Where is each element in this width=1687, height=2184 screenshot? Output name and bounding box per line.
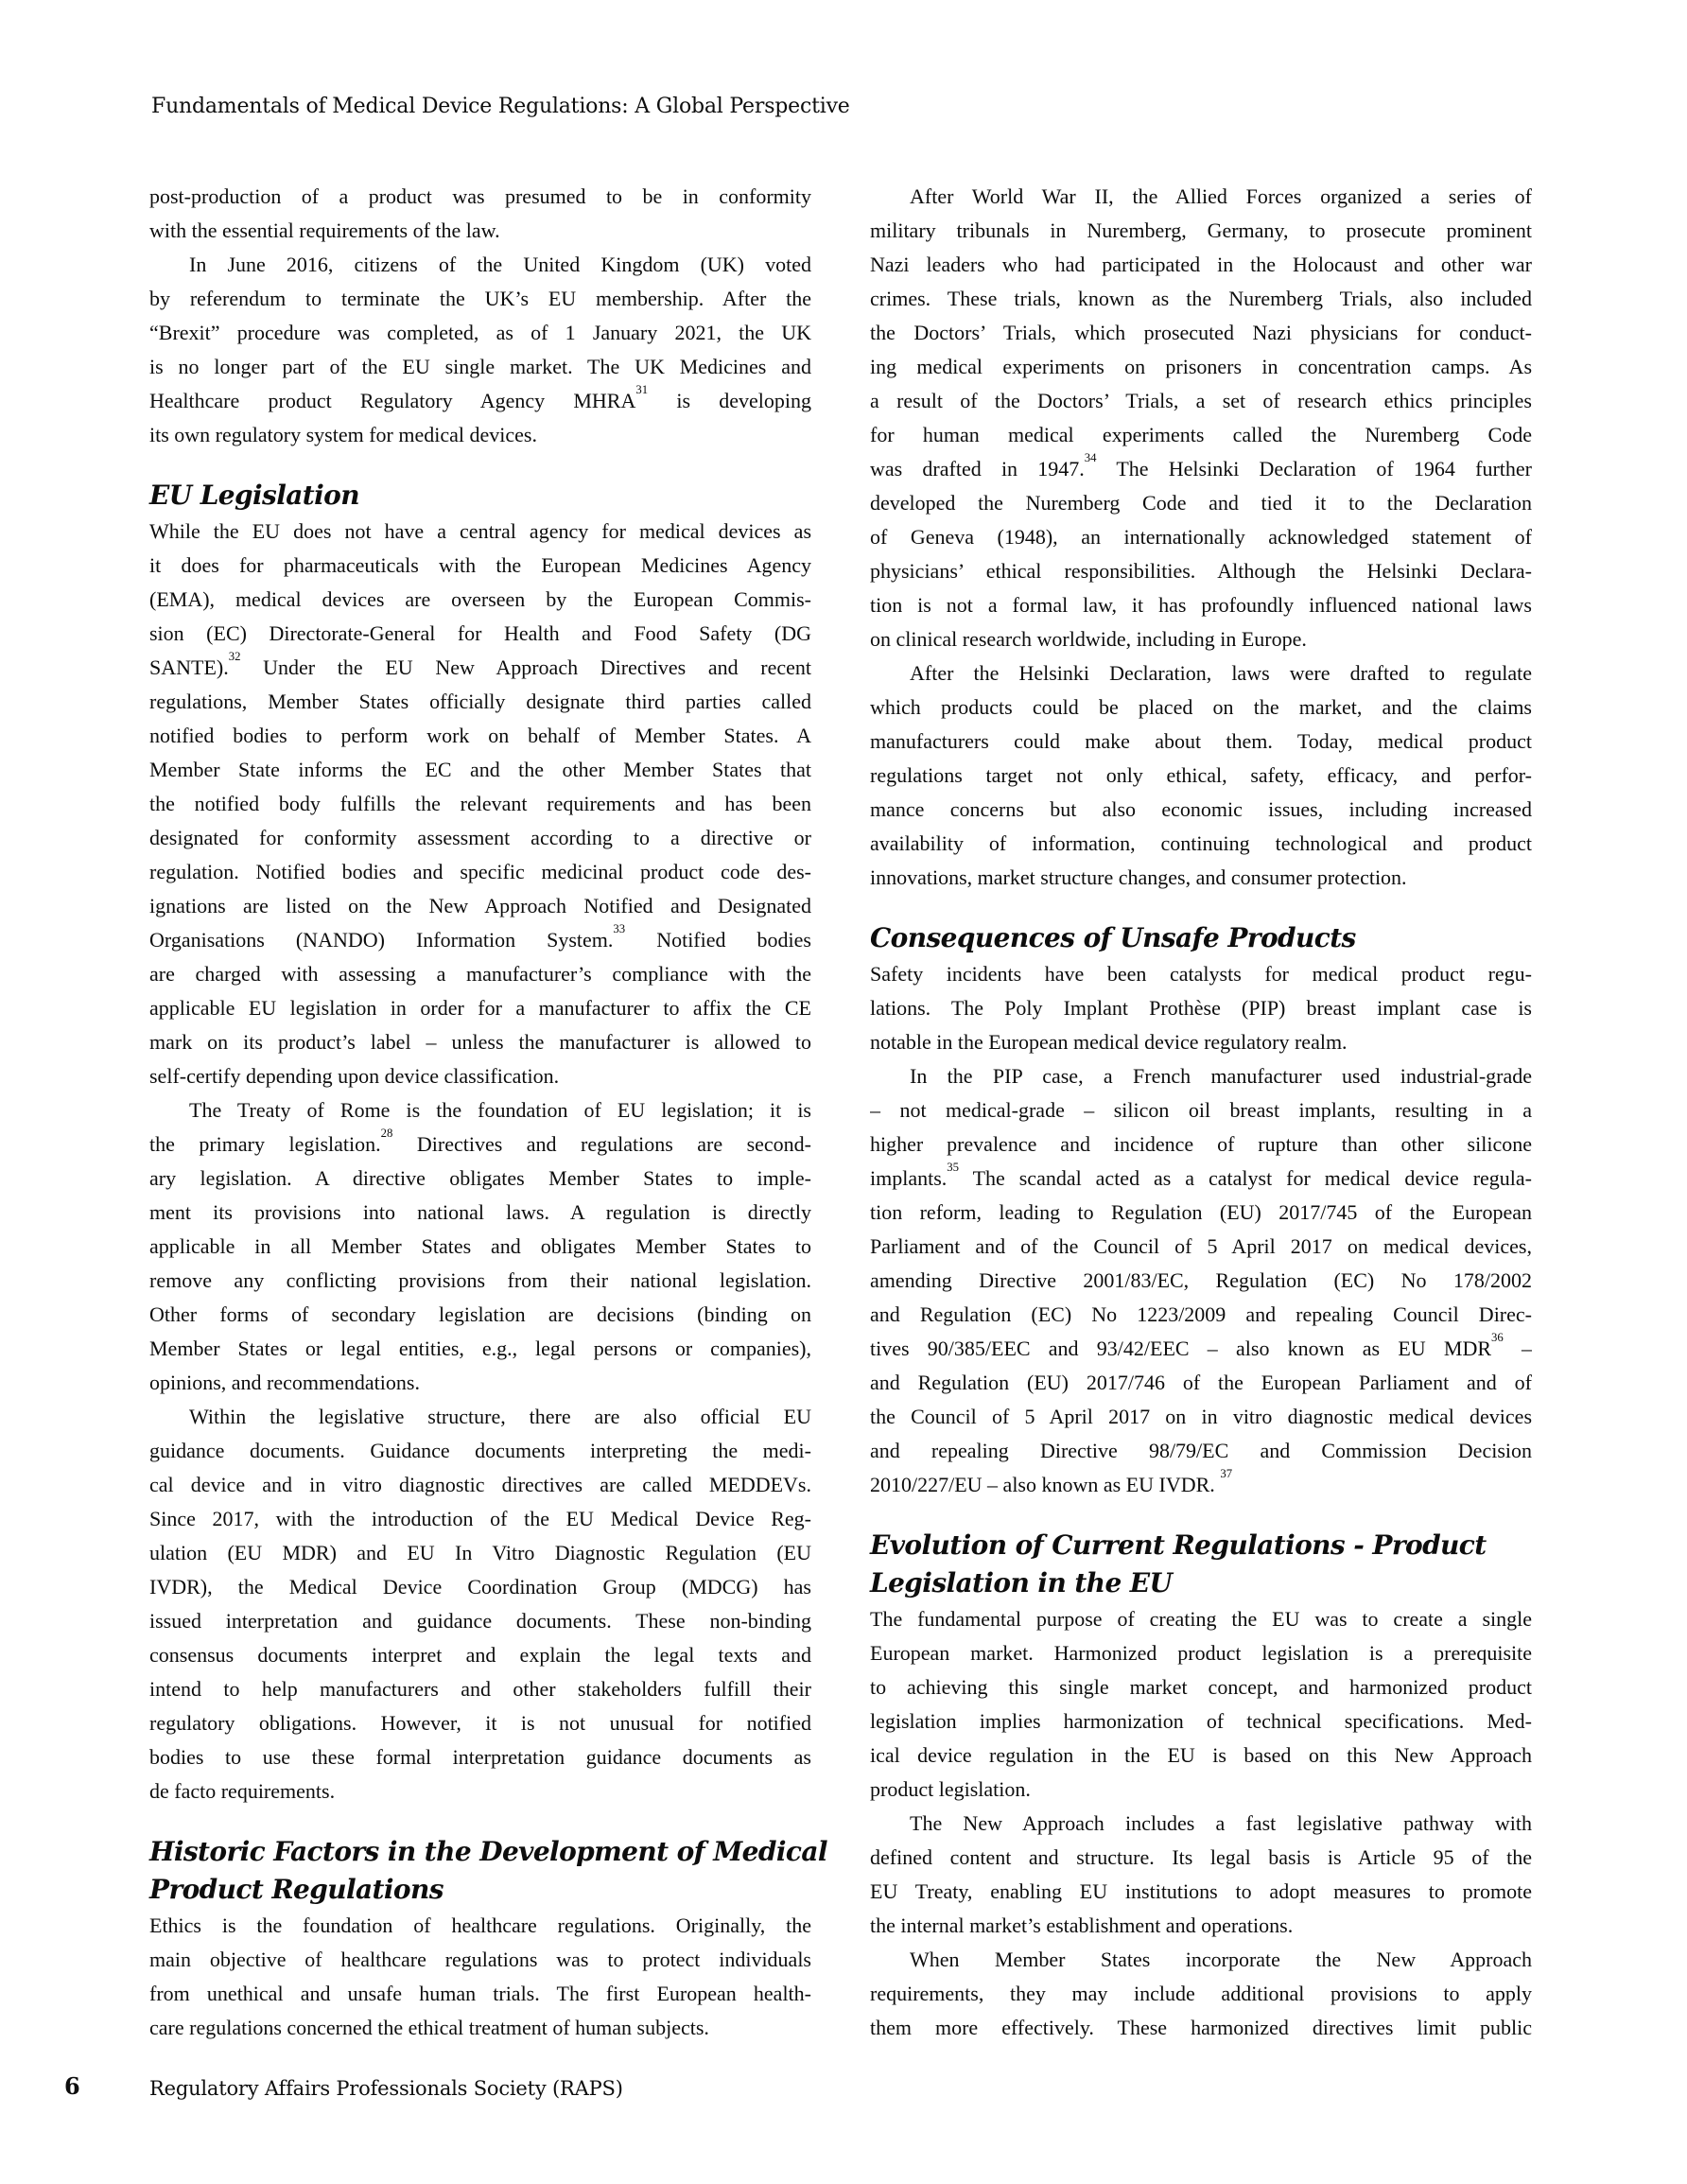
text-line: on clinical research worldwide, including in Europe. — [870, 627, 1307, 651]
left-text-column — [149, 180, 827, 2045]
running-header: Fundamentals of Medical Device Regulations: A Global Perspective — [151, 95, 850, 118]
text-line: developed the Nuremberg Code and tied it to the Declaration — [870, 491, 1532, 515]
section-heading — [870, 1527, 1532, 1602]
text-line: The New Approach includes a fast legislative pathway with — [910, 1811, 1532, 1835]
text-line: Other forms of secondary legislation are decisions (binding on — [149, 1302, 811, 1326]
text-line: ulation (EU MDR) and EU In Vitro Diagnostic Regulation (EU — [149, 1541, 811, 1564]
paragraph — [870, 1602, 1532, 1807]
footnote-reference: 31 — [635, 384, 649, 397]
section-heading-line: EU Legislation — [149, 480, 359, 511]
section-heading — [149, 477, 811, 515]
right-text-column — [870, 180, 1532, 2045]
text-line: mance concerns but also economic issues, including increased — [870, 797, 1532, 821]
text-line: (EMA), medical devices are overseen by the European Commis- — [149, 587, 811, 611]
text-line: and Regulation (EC) No 1223/2009 and repealing Council Direc- — [870, 1302, 1532, 1326]
text-line: legislation implies harmonization of technical specifications. Med- — [870, 1709, 1532, 1733]
text-line: it does for pharmaceuticals with the European Medicines Agency — [149, 553, 811, 577]
text-line: product legislation. — [870, 1777, 1031, 1801]
text-line: manufacturers could make about them. Today, medical product — [870, 729, 1532, 753]
paragraph — [870, 180, 1532, 656]
text-line: requirements, they may include additional provisions to apply — [870, 1982, 1532, 2005]
text-line: post-production of a product was presumed to be in conformity — [149, 184, 811, 208]
text-line: higher prevalence and incidence of rupture than other silicone — [870, 1132, 1532, 1156]
text-line: When Member States incorporate the New Approach — [910, 1948, 1532, 1971]
text-line: applicable EU legislation in order for a manufacturer to affix the CE — [149, 996, 811, 1020]
text-line: In June 2016, citizens of the United Kingdom (UK) voted — [189, 253, 811, 276]
text-line: main objective of healthcare regulations was to protect individuals — [149, 1948, 811, 1971]
text-line: tion reform, leading to Regulation (EU) 2017/745 of the European — [870, 1200, 1532, 1224]
paragraph — [149, 248, 811, 452]
text-line: are charged with assessing a manufacturer’s compliance with the — [149, 962, 811, 986]
text-line: Member State informs the EC and the other Member States that — [149, 758, 811, 781]
paragraph — [149, 1400, 811, 1808]
text-line: After the Helsinki Declaration, laws were drafted to regulate — [910, 661, 1532, 685]
text-line: the Council of 5 April 2017 on in vitro diagnostic medical devices — [870, 1405, 1532, 1428]
text-line: Member States or legal entities, e.g., legal persons or companies), — [149, 1337, 811, 1360]
section-heading-line: Consequences of Unsafe Products — [870, 922, 1356, 953]
text-line: Healthcare product Regulatory Agency MHRA$^{31}$ is developing — [149, 384, 811, 412]
footnote-reference: 28 — [380, 1127, 393, 1141]
text-line: to achieving this single market concept, and harmonized product — [870, 1675, 1532, 1699]
text-line: Nazi leaders who had participated in the Holocaust and other war — [870, 253, 1532, 276]
text-line: with the essential requirements of the law. — [149, 218, 500, 242]
text-line: bodies to use these formal interpretation guidance documents as — [149, 1745, 811, 1769]
text-line: was drafted in 1947.34 The Helsinki Declaration of 1964 further — [870, 452, 1532, 480]
text-line: them more effectively. These harmonized directives limit public — [870, 2016, 1532, 2039]
text-line: ment its provisions into national laws. A regulation is directly — [149, 1200, 811, 1224]
paragraph — [870, 1059, 1532, 1502]
text-line: “Brexit” procedure was completed, as of 1 January 2021, the UK — [149, 321, 811, 344]
text-line: availability of information, continuing technological and product — [870, 831, 1532, 855]
text-line: Ethics is the foundation of healthcare regulations. Originally, the — [149, 1913, 811, 1937]
text-line: of Geneva (1948), an internationally acknowledged statement of — [870, 525, 1532, 549]
section-heading — [149, 1833, 827, 1909]
text-line: ignations are listed on the New Approach Notified and Designated — [149, 894, 811, 917]
text-line: physicians’ ethical responsibilities. Although the Helsinki Declara- — [870, 559, 1532, 583]
section-heading-line: Product Regulations — [149, 1874, 443, 1905]
footnote-reference: 35 — [947, 1162, 960, 1175]
text-line: Since 2017, with the introduction of the EU Medical Device Reg- — [149, 1507, 811, 1530]
text-line: its own regulatory system for medical devices. — [149, 423, 537, 446]
paragraph — [870, 957, 1532, 1059]
text-line: and Regulation (EU) 2017/746 of the European Parliament and of — [870, 1371, 1532, 1394]
text-line: Safety incidents have been catalysts for medical product regu- — [870, 962, 1532, 986]
text-line: the internal market’s establishment and operations. — [870, 1913, 1294, 1937]
paragraph — [149, 1093, 811, 1400]
text-line: defined content and structure. Its legal basis is Article 95 of the — [870, 1845, 1532, 1869]
paragraph — [870, 1943, 1532, 2045]
text-line: issued interpretation and guidance documents. These non-binding — [149, 1609, 811, 1633]
text-line: the Doctors’ Trials, which prosecuted Nazi physicians for conduct- — [870, 321, 1532, 344]
paragraph — [149, 180, 811, 248]
text-line: regulations, Member States officially designate third parties called — [149, 690, 811, 713]
text-line: sion (EC) Directorate-General for Health and Food Safety (DG — [149, 621, 811, 645]
paragraph — [149, 1909, 811, 2045]
section-heading-line: Evolution of Current Regulations - Product — [870, 1529, 1487, 1561]
paragraph — [870, 656, 1532, 895]
text-line: While the EU does not have a central agency for medical devices as — [149, 519, 811, 543]
text-line: intend to help manufacturers and other stakeholders fulfill their — [149, 1677, 811, 1701]
text-line: regulation. Notified bodies and specific medicinal product code des- — [149, 860, 811, 883]
text-line: military tribunals in Nuremberg, Germany, to prosecute prominent — [870, 218, 1532, 242]
text-line: mark on its product’s label – unless the manufacturer is allowed to — [149, 1030, 811, 1054]
text-line: and repealing Directive 98/79/EC and Commission Decision — [870, 1439, 1532, 1462]
footnote-reference: 33 — [613, 923, 626, 936]
text-line: is no longer part of the EU single market. The UK Medicines and — [149, 355, 811, 378]
paragraph — [870, 1807, 1532, 1943]
text-line: a result of the Doctors’ Trials, a set of research ethics principles — [870, 389, 1532, 412]
text-line: for human medical experiments called the Nuremberg Code — [870, 423, 1532, 446]
text-line: opinions, and recommendations. — [149, 1371, 420, 1394]
footnote-reference: 37 — [1220, 1468, 1233, 1481]
text-line: amending Directive 2001/83/EC, Regulation (EC) No 178/2002 — [870, 1268, 1532, 1292]
text-line: the notified body fulfills the relevant requirements and has been — [149, 792, 811, 815]
text-line: de facto requirements. — [149, 1779, 336, 1803]
text-line: ary legislation. A directive obligates Member States to imple- — [149, 1166, 811, 1190]
text-line: In the PIP case, a French manufacturer used industrial-grade — [910, 1064, 1532, 1088]
page-number: 6 — [64, 2072, 80, 2100]
text-line: 2010/227/EU – also known as EU IVDR. $^{37}$ — [870, 1468, 1233, 1496]
text-line: Within the legislative structure, there are also official EU — [189, 1405, 811, 1428]
text-line: remove any conflicting provisions from their national legislation. — [149, 1268, 811, 1292]
text-line: innovations, market structure changes, and consumer protection. — [870, 865, 1407, 889]
footnote-reference: 36 — [1491, 1332, 1504, 1345]
text-line: Organisations (NANDO) Information System.$^{33}$ Notified bodies — [149, 923, 811, 952]
text-line: – not medical-grade – silicon oil breast implants, resulting in a — [870, 1098, 1532, 1122]
text-line: European market. Harmonized product legislation is a prerequisite — [870, 1641, 1532, 1665]
text-line: tion is not a formal law, it has profoundly influenced national laws — [870, 593, 1532, 617]
text-line: lations. The Poly Implant Prothèse (PIP) breast implant case is — [870, 996, 1532, 1020]
text-line: ing medical experiments on prisoners in concentration camps. As — [870, 355, 1532, 378]
footnote-reference: 34 — [1084, 452, 1097, 465]
text-line: crimes. These trials, known as the Nuremberg Trials, also included — [870, 287, 1532, 310]
text-line: ical device regulation in the EU is based on this New Approach — [870, 1743, 1532, 1767]
text-line: from unethical and unsafe human trials. The first European health- — [149, 1982, 811, 2005]
text-line: EU Treaty, enabling EU institutions to adopt measures to promote — [870, 1879, 1532, 1903]
text-line: implants.$^{35}$ The scandal acted as a catalyst for medical device regula- — [870, 1162, 1532, 1190]
text-line: Parliament and of the Council of 5 April 2017 on medical devices, — [870, 1234, 1532, 1258]
text-line: the primary legislation.$^{28}$ Directives and regulations are second- — [149, 1127, 811, 1156]
text-line: The fundamental purpose of creating the EU was to create a single — [870, 1607, 1532, 1631]
text-line: notified bodies to perform work on behalf of Member States. A — [149, 724, 811, 747]
text-line: After World War II, the Allied Forces organized a series of — [910, 184, 1532, 208]
text-line: which products could be placed on the market, and the claims — [870, 695, 1532, 719]
text-line: designated for conformity assessment according to a directive or — [149, 826, 811, 849]
text-line: care regulations concerned the ethical treatment of human subjects. — [149, 2016, 709, 2039]
section-heading — [870, 919, 1532, 957]
paragraph — [149, 515, 811, 1093]
text-line: cal device and in vitro diagnostic directives are called MEDDEVs. — [149, 1473, 811, 1496]
text-line: IVDR), the Medical Device Coordination Group (MDCG) has — [149, 1575, 811, 1599]
text-line: guidance documents. Guidance documents interpreting the medi- — [149, 1439, 811, 1462]
footer-publisher: Regulatory Affairs Professionals Society (RAPS) — [149, 2077, 623, 2100]
text-line: tives 90/385/EEC and 93/42/EEC – also known as EU MDR$^{36}$ – — [870, 1332, 1532, 1360]
text-line: SANTE).$^{32}$ Under the EU New Approach Directives and recent — [149, 651, 811, 679]
text-line: regulatory obligations. However, it is not unusual for notified — [149, 1711, 811, 1735]
text-line: regulations target not only ethical, safety, efficacy, and perfor- — [870, 763, 1532, 787]
footnote-reference: 32 — [228, 651, 241, 664]
text-line: notable in the European medical device regulatory realm. — [870, 1030, 1348, 1054]
section-heading-line: Legislation in the EU — [870, 1567, 1173, 1599]
text-line: consensus documents interpret and explain the legal texts and — [149, 1643, 811, 1667]
text-line: by referendum to terminate the UK’s EU membership. After the — [149, 287, 811, 310]
text-line: applicable in all Member States and obligates Member States to — [149, 1234, 811, 1258]
text-line: self-certify depending upon device classification. — [149, 1064, 560, 1088]
section-heading-line: Historic Factors in the Development of Medical — [149, 1836, 827, 1867]
text-line: The Treaty of Rome is the foundation of EU legislation; it is — [189, 1098, 811, 1122]
